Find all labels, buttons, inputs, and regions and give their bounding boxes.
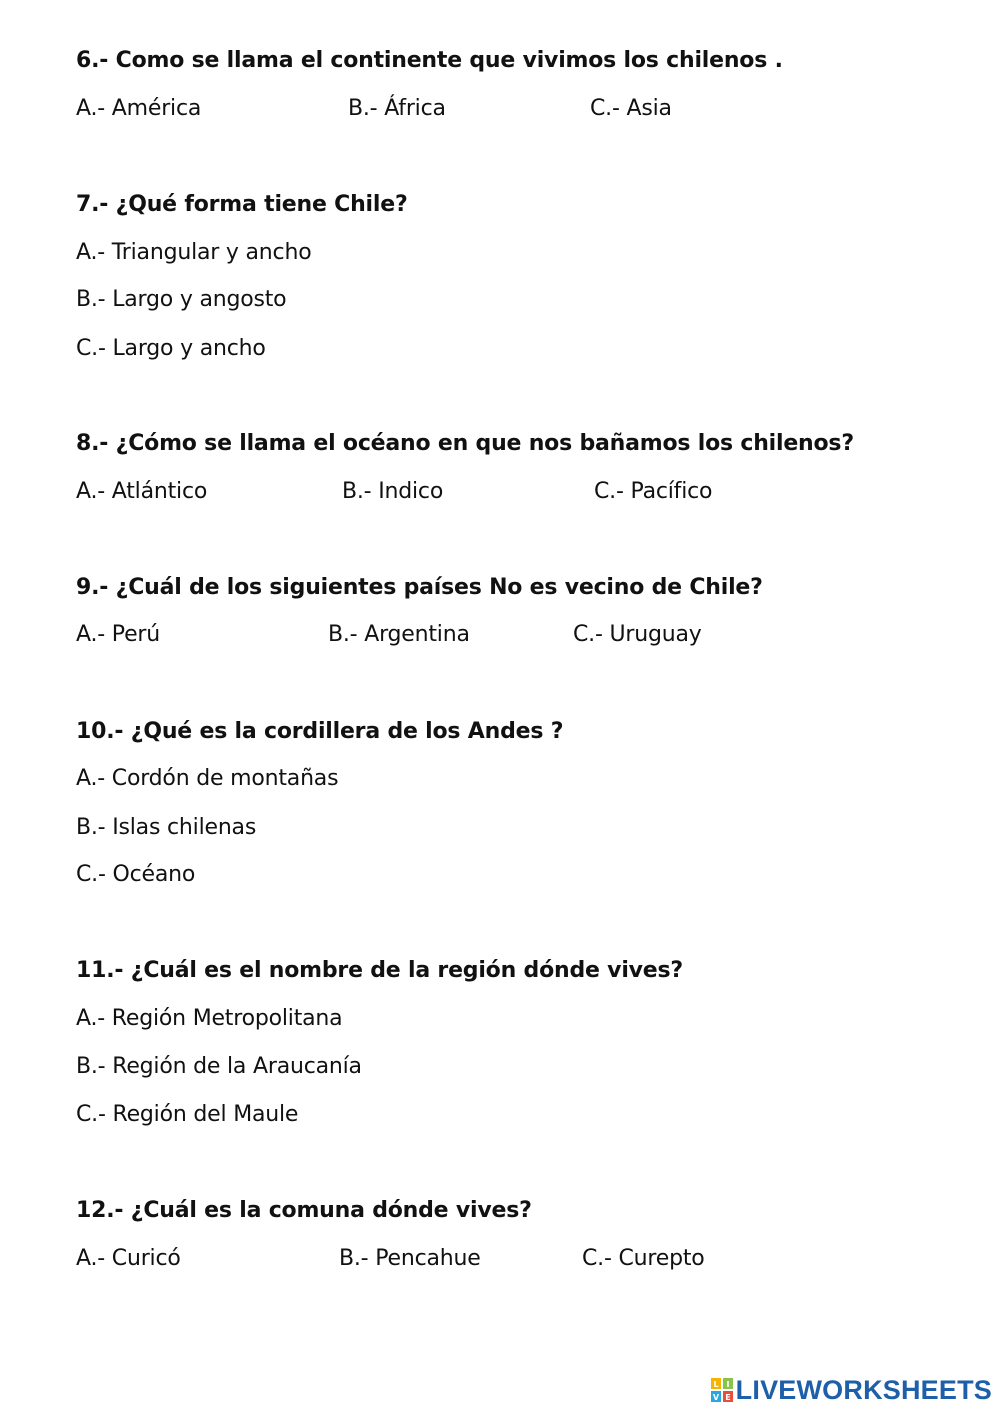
liveworksheets-logo[interactable]: [710, 1375, 992, 1405]
liveworksheets-icon: [710, 1377, 734, 1403]
question-11-option-c[interactable]: C.- Región del Maule: [76, 1102, 299, 1127]
question-11: 11.- ¿Cuál es el nombre de la región dónde vives?: [76, 958, 683, 983]
question-10-option-a[interactable]: A.- Cordón de montañas: [76, 766, 339, 791]
question-8: 8.- ¿Cómo se llama el océano en que nos bañamos los chilenos?: [76, 431, 854, 456]
question-9: 9.- ¿Cuál de los siguientes países No es vecino de Chile?: [76, 575, 763, 600]
question-12-option-c[interactable]: C.- Curepto: [582, 1246, 705, 1271]
question-10-option-c[interactable]: C.- Océano: [76, 862, 196, 887]
question-9-option-b[interactable]: B.- Argentina: [328, 622, 470, 647]
svg-text:L: L: [713, 1380, 719, 1389]
question-7: 7.- ¿Qué forma tiene Chile?: [76, 192, 408, 217]
question-10: 10.- ¿Qué es la cordillera de los Andes ?: [76, 719, 564, 744]
question-8-option-a[interactable]: A.- Atlántico: [76, 479, 208, 504]
question-10-option-b[interactable]: B.- Islas chilenas: [76, 815, 257, 840]
question-8-option-c[interactable]: C.- Pacífico: [594, 479, 713, 504]
question-6-option-c[interactable]: C.- Asia: [590, 96, 672, 121]
question-7-option-a[interactable]: A.- Triangular y ancho: [76, 240, 312, 265]
question-7-option-b[interactable]: B.- Largo y angosto: [76, 287, 287, 312]
svg-text:E: E: [724, 1393, 731, 1402]
question-8-option-b[interactable]: B.- Indico: [342, 479, 444, 504]
question-11-option-a[interactable]: A.- Región Metropolitana: [76, 1006, 343, 1031]
question-9-option-a[interactable]: A.- Perú: [76, 622, 160, 647]
question-6: 6.- Como se llama el continente que vivimos los chilenos .: [76, 48, 783, 73]
question-12: 12.- ¿Cuál es la comuna dónde vives?: [76, 1198, 532, 1223]
question-7-option-c[interactable]: C.- Largo y ancho: [76, 336, 266, 361]
liveworksheets-logo-text: LIVEWORKSHEETS: [735, 1375, 992, 1405]
question-9-option-c[interactable]: C.- Uruguay: [573, 622, 702, 647]
question-12-option-b[interactable]: B.- Pencahue: [339, 1246, 481, 1271]
svg-text:I: I: [726, 1380, 730, 1389]
question-11-option-b[interactable]: B.- Región de la Araucanía: [76, 1054, 362, 1079]
question-6-option-a[interactable]: A.- América: [76, 96, 202, 121]
question-12-option-a[interactable]: A.- Curicó: [76, 1246, 181, 1271]
question-6-option-b[interactable]: B.- África: [348, 96, 446, 121]
svg-text:V: V: [712, 1393, 719, 1402]
